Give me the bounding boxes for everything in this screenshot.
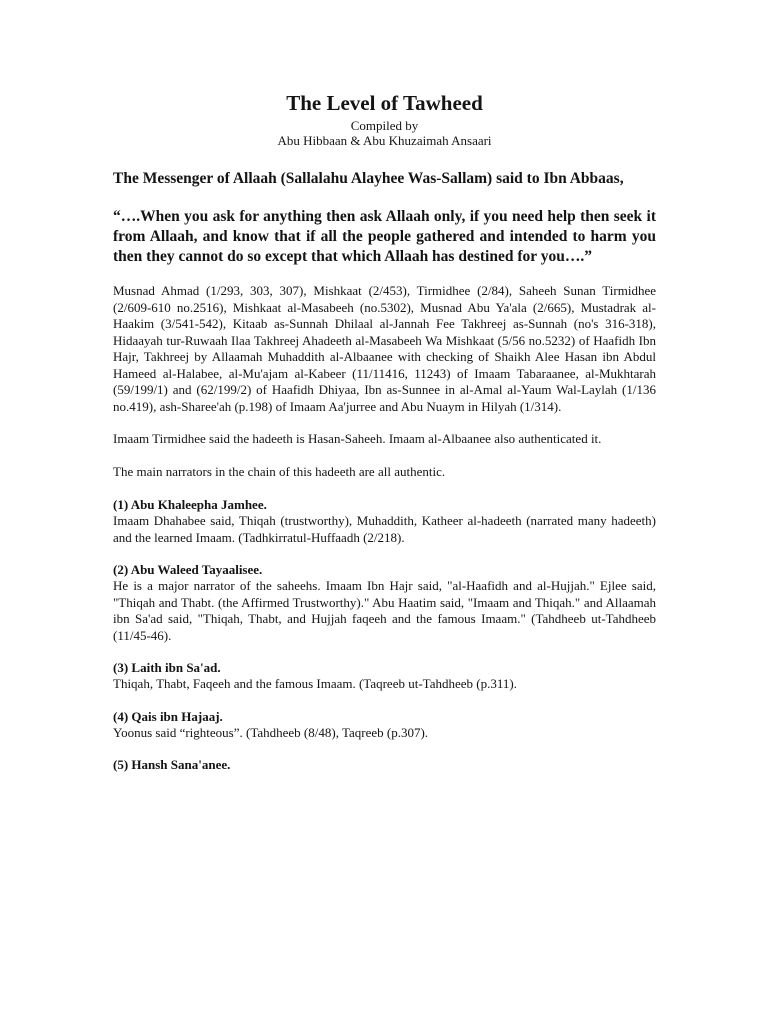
narrator-heading: (2) Abu Waleed Tayaalisee. (113, 562, 263, 577)
narrator-heading: (1) Abu Khaleepha Jamhee. (113, 497, 267, 512)
narrator-section (113, 561, 656, 644)
document-title: The Level of Tawheed (286, 91, 483, 115)
hadeeth-quote: “….When you ask for anything then ask Allaah only, if you need help then seek it from Allaah, and know that if all the people gathered and intended to harm you then they cannot do so except that which Allaah has destined for you….” (113, 208, 656, 265)
narrator-section (113, 496, 656, 546)
authors-line: Abu Hibbaan & Abu Khuzaimah Ansaari (277, 133, 492, 148)
narrator-description: Thiqah, Thabt, Faqeeh and the famous Imaam. (Taqreeb ut-Tahdheeb (p.311). (113, 676, 517, 691)
document-page (113, 88, 656, 788)
references-paragraph: Musnad Ahmad (1/293, 303, 307), Mishkaat (2/453), Tirmidhee (2/84), Saheeh Sunan Tirmidhee (2/609-610 no.2516), Mishkaat al-Masabeeh (no.5302), Musnad Abu Ya'ala (2/665), Mustadrak al-Haakim (3/541-542), Kitaab as-Sunnah Dhilaal al-Jannah Fee Takhreej as-Sunnah (no's 316-318), Hidaayah tur-Ruwaah Ilaa Takhreej Ahadeeth al-Masabeeh Wa Mishkaat (5/56 no.5232) of Haafidh Ibn Hajr, Takhreej by Allaamah Muhaddith al-Albaanee with checking of Shaikh Alee Hasan ibn Abdul Hameed al-Halabee, al-Mu'ajam al-Kabeer (11/11416, 11243) of Imaam Tabaraanee, al-Mukhtarah (59/199/1) and (62/199/2) of Haafidh Dhiyaa, Ibn as-Sunnee in al-Amal al-Yaum Wal-Laylah (1/136 no.419), ash-Sharee'ah (p.198) of Imaam Aa'jurree and Abu Nuaym in Hilyah (1/314). (113, 283, 656, 414)
narrator-heading: (4) Qais ibn Hajaaj. (113, 708, 223, 724)
chain-note: The main narrators in the chain of this hadeeth are all authentic. (113, 463, 446, 479)
narrator-section (113, 659, 656, 693)
intro-paragraph: The Messenger of Allaah (Sallalahu Alayhee Was-Sallam) said to Ibn Abbaas, (113, 170, 624, 187)
grading-paragraph: Imaam Tirmidhee said the hadeeth is Hasan-Saheeh. Imaam al-Albaanee also authenticated it. (113, 431, 602, 446)
narrator-section (113, 708, 656, 742)
narrator-section (113, 756, 656, 773)
narrator-heading: (3) Laith ibn Sa'ad. (113, 660, 221, 675)
compiled-label: Compiled by (350, 118, 419, 133)
narrator-heading: (5) Hansh Sana'anee. (113, 757, 231, 772)
narrator-description: Yoonus said “righteous”. (Tahdheeb (8/48), Taqreeb (p.307). (113, 724, 429, 740)
narrator-description: He is a major narrator of the saheehs. Imaam Ibn Hajr said, "al-Haafidh and al-Hujjah." Ejlee said, "Thiqah and Thabt. (the Affirmed Trustworthy)." Abu Haatim said, "Imaam and Thiqah." and Allaamah ibn Sa'ad said, "Thiqah, Thabt, and Hujjah faqeeh and the famous Imaam." (Tahdheeb ut-Tahdheeb (11/45-46). (113, 578, 656, 643)
narrator-description: Imaam Dhahabee said, Thiqah (trustworthy), Muhaddith, Katheer al-hadeeth (narrated many hadeeth) and the learned Imaam. (Tadhkirratul-Huffaadh (2/218). (113, 513, 656, 545)
